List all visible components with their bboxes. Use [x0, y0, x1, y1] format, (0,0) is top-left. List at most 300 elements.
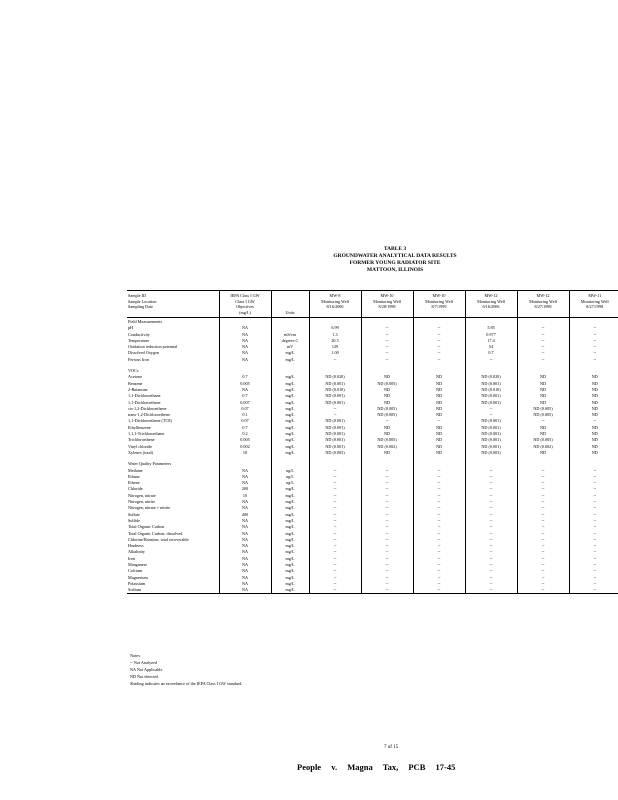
analyte-name: Sodium [127, 587, 219, 594]
result-value: -- [517, 581, 569, 587]
result-value: -- [517, 418, 569, 424]
footer-word: v. [331, 762, 338, 772]
result-value: -- [517, 499, 569, 505]
result-value: -- [465, 537, 517, 543]
unit-value: mg/L [271, 499, 309, 505]
analyte-name: trans-1,2-Dichloroethene [128, 412, 170, 418]
result-value: -- [569, 518, 618, 524]
analyte-name: Sulfide [128, 517, 141, 523]
result-value: -- [465, 406, 517, 412]
standard-value: NA [219, 480, 271, 486]
footer-word: PCB [408, 762, 426, 772]
result-value: ND (0.001) [465, 393, 517, 399]
result-value: ND [413, 425, 465, 431]
result-value: ND (0.001) [309, 381, 361, 387]
result-value: ND (0.001) [465, 425, 517, 431]
result-value: -- [517, 325, 569, 331]
result-value: -- [517, 493, 569, 499]
result-value: -- [361, 581, 413, 587]
result-value: -- [361, 357, 413, 363]
result-value: ND (0.001) [309, 393, 361, 399]
standard-value: 0.007 [219, 400, 271, 406]
result-value: -- [517, 575, 569, 581]
section-row [127, 318, 618, 326]
empty-cell [413, 367, 465, 374]
standard-value: NA [219, 332, 271, 338]
result-value: ND [361, 393, 413, 399]
header-well: MW-10 Monitoring Well 8/28/1998 [361, 291, 413, 318]
unit-value: mg/L [271, 505, 309, 511]
result-value: -- [465, 549, 517, 555]
result-value: -- [361, 505, 413, 511]
standard-value: NA [219, 524, 271, 530]
result-value: -- [569, 549, 618, 555]
page-number: 7 of 15 [384, 745, 399, 750]
case-footer [297, 762, 455, 772]
section-row [127, 367, 618, 374]
result-value: -- [361, 350, 413, 356]
unit-value: mg/L [271, 450, 309, 456]
result-value: ND (0.003) [309, 450, 361, 456]
result-value: -- [309, 543, 361, 549]
result-value: -- [361, 543, 413, 549]
analyte-name: Ferrous Iron [128, 356, 149, 362]
unit-value: mg/L [271, 400, 309, 406]
unit-value: mg/L [271, 381, 309, 387]
result-value: -- [465, 480, 517, 486]
result-value: ND (0.020) [309, 374, 361, 380]
standard-value: NA [219, 537, 271, 543]
result-value: -- [413, 325, 465, 331]
result-value: -- [309, 568, 361, 574]
standard-value: 0.002 [219, 444, 271, 450]
result-value: -- [569, 344, 618, 350]
result-value: ND (0.002) [361, 444, 413, 450]
header-units: Units [271, 291, 309, 318]
result-value: -- [413, 575, 465, 581]
result-value: -- [309, 474, 361, 480]
result-value: ND (0.001) [309, 431, 361, 437]
result-value: -- [517, 537, 569, 543]
result-value: 0.977 [465, 332, 517, 338]
unit-value: ug/L [271, 468, 309, 474]
notes-heading: Notes: [130, 653, 141, 658]
standard-value: 0.005 [219, 381, 271, 387]
footer-word: 17-45 [435, 762, 456, 772]
unit-value: mg/L [271, 425, 309, 431]
result-value: -- [413, 344, 465, 350]
result-value: -- [413, 493, 465, 499]
result-value: -- [517, 524, 569, 530]
result-value: -- [413, 512, 465, 518]
result-value: -- [465, 518, 517, 524]
result-value: -- [517, 556, 569, 562]
result-value: -- [309, 406, 361, 412]
result-value: -- [569, 575, 618, 581]
header-description: Sample ID Sample Location Sampling Date [127, 291, 219, 318]
result-value: -- [517, 512, 569, 518]
result-value: -- [569, 474, 618, 480]
result-value: -- [413, 537, 465, 543]
result-value: -- [517, 518, 569, 524]
result-value: -- [517, 568, 569, 574]
result-value: -- [517, 549, 569, 555]
result-value: -- [465, 568, 517, 574]
analyte-name: Chloride [128, 486, 143, 492]
result-value: -- [361, 474, 413, 480]
result-value: -- [309, 505, 361, 511]
standard-value: NA [219, 543, 271, 549]
result-value: -- [517, 543, 569, 549]
result-value: -- [413, 474, 465, 480]
result-value: ND [361, 450, 413, 456]
empty-cell [361, 318, 413, 326]
result-value: -- [309, 531, 361, 537]
result-value: -- [569, 524, 618, 530]
analyte-name: Ethene [128, 480, 140, 486]
result-value: ND (0.005) [361, 437, 413, 443]
empty-cell [309, 460, 361, 467]
empty-cell [271, 318, 309, 326]
result-value: -- [413, 524, 465, 530]
standard-value: NA [219, 505, 271, 511]
result-value: -- [413, 505, 465, 511]
result-value: ND [413, 387, 465, 393]
footer-word: Tax, [382, 762, 399, 772]
result-value: ND [517, 450, 569, 456]
empty-cell [361, 367, 413, 374]
footer-word: Magna [347, 762, 373, 772]
result-value: -- [309, 581, 361, 587]
result-value: -- [309, 562, 361, 568]
result-value: -- [569, 418, 618, 424]
result-value: -- [569, 568, 618, 574]
result-value: -- [361, 480, 413, 486]
table-notes [130, 652, 430, 687]
result-value: -- [361, 486, 413, 492]
standard-value: NA [219, 338, 271, 344]
result-value: 5.85 [465, 325, 517, 331]
unit-value: mg/L [271, 374, 309, 380]
analyte-name: cis-1,2-Dichloroethene [128, 405, 167, 411]
section-label: Field Measurements [128, 319, 163, 324]
result-value: -- [465, 357, 517, 363]
result-value: -- [569, 587, 618, 594]
result-value: -- [413, 480, 465, 486]
result-value: -- [413, 518, 465, 524]
analyte-name: Vinyl chloride [128, 443, 153, 449]
result-value: -- [413, 499, 465, 505]
standard-value: NA [219, 587, 271, 594]
unit-value: mg/L [271, 493, 309, 499]
result-value: ND [569, 437, 618, 443]
result-value: -- [569, 562, 618, 568]
analyte-name: Benzene [128, 380, 143, 386]
result-value: ND [569, 431, 618, 437]
result-value: -- [413, 418, 465, 424]
unit-value: mg/L [271, 568, 309, 574]
analyte-name: pH [128, 325, 134, 331]
result-value: -- [309, 486, 361, 492]
analyte-name: Iron [128, 555, 135, 561]
result-value: ND [413, 437, 465, 443]
section-row [127, 460, 618, 467]
result-value: -- [361, 518, 413, 524]
unit-value: mg/L [271, 581, 309, 587]
unit-value: mg/L [271, 518, 309, 524]
result-value: -- [309, 412, 361, 418]
result-value: -- [361, 468, 413, 474]
empty-cell [309, 367, 361, 374]
result-value: -- [517, 344, 569, 350]
section-label: VOCs [128, 368, 139, 374]
result-value: ND (0.001) [309, 425, 361, 431]
empty-cell [271, 460, 309, 467]
result-value: -- [309, 537, 361, 543]
result-value: -- [361, 338, 413, 344]
result-value: -- [361, 549, 413, 555]
standard-value: NA [219, 325, 271, 331]
result-value: -- [569, 537, 618, 543]
result-value: ND (0.001) [309, 437, 361, 443]
standard-value: 0.07 [219, 418, 271, 424]
empty-cell [569, 460, 618, 467]
result-value: ND [413, 431, 465, 437]
result-value: -- [517, 468, 569, 474]
result-value: -- [413, 581, 465, 587]
result-value: -- [569, 493, 618, 499]
result-value: -- [569, 480, 618, 486]
unit-value: mg/L [271, 543, 309, 549]
result-value: -- [569, 350, 618, 356]
result-value: -- [309, 556, 361, 562]
result-value: -- [465, 581, 517, 587]
result-value: -- [569, 531, 618, 537]
result-value: -- [361, 537, 413, 543]
result-value: ND [413, 374, 465, 380]
standard-value: NA [219, 387, 271, 393]
standard-value: NA [219, 549, 271, 555]
result-value: ND (0.001) [465, 400, 517, 406]
footer-word: People [297, 762, 322, 772]
result-value: -- [517, 486, 569, 492]
standard-value: 0.1 [219, 412, 271, 418]
empty-cell [219, 460, 271, 467]
result-value: ND [517, 387, 569, 393]
header-well: MW-11 Monitoring Well 8/27/1998 [569, 291, 618, 318]
table-header-row [127, 291, 618, 318]
standard-value: 0.7 [219, 425, 271, 431]
result-value: -- [361, 493, 413, 499]
result-value: ND [569, 374, 618, 380]
empty-cell [361, 460, 413, 467]
unit-value: degrees C [271, 338, 309, 344]
standard-value: NA [219, 575, 271, 581]
result-value: -- [309, 524, 361, 530]
result-value: -- [465, 531, 517, 537]
result-value: -- [309, 480, 361, 486]
unit-value: mg/L [271, 531, 309, 537]
analyte-name: Total Organic Carbon [128, 524, 165, 530]
analyte-name: Acetone [128, 374, 142, 380]
section-label: Water Quality Parameters [128, 461, 172, 467]
result-value: ND (0.001) [465, 431, 517, 437]
unit-value: mg/L [271, 556, 309, 562]
result-value: -- [569, 505, 618, 511]
result-value: -- [569, 581, 618, 587]
unit-value: mg/L [271, 393, 309, 399]
standard-value: NA [219, 562, 271, 568]
result-value: -- [465, 524, 517, 530]
result-value: ND [361, 387, 413, 393]
unit-value: mg/L [271, 444, 309, 450]
result-value: -- [517, 332, 569, 338]
analyte-name: Manganese [128, 561, 148, 567]
result-value: -- [361, 332, 413, 338]
site-name: FORMER YOUNG RADIATOR SITE [349, 260, 441, 266]
unit-value: ug/L [271, 480, 309, 486]
empty-cell [219, 318, 271, 326]
result-value: -- [309, 518, 361, 524]
result-value: ND (0.001) [465, 444, 517, 450]
unit-value: mg/L [271, 486, 309, 492]
result-value: 20.5 [309, 338, 361, 344]
empty-cell [465, 318, 517, 326]
result-value: -- [569, 486, 618, 492]
result-value: -- [413, 338, 465, 344]
standard-value: NA [219, 581, 271, 587]
result-value: ND (0.005) [517, 406, 569, 412]
result-value: -- [517, 587, 569, 594]
analyte-name: Ethane [128, 473, 140, 479]
result-value: ND [413, 406, 465, 412]
result-value: ND (0.010) [465, 387, 517, 393]
empty-cell [517, 318, 569, 326]
result-value: ND [569, 406, 618, 412]
header-well: MW-8 Monitoring Well 8/16/2006 [309, 291, 361, 318]
result-value: -- [569, 468, 618, 474]
result-value: ND [569, 444, 618, 450]
analyte-name: Nitrogen, nitrate [128, 492, 156, 498]
result-value: ND (0.001) [465, 381, 517, 387]
result-value: 1.00 [309, 350, 361, 356]
result-value: -- [569, 357, 618, 363]
result-value: ND [413, 444, 465, 450]
standard-value: NA [219, 468, 271, 474]
standard-value: NA [219, 568, 271, 574]
result-value: -- [465, 468, 517, 474]
standard-value: NA [219, 350, 271, 356]
result-value: -- [569, 325, 618, 331]
unit-value: mg/L [271, 537, 309, 543]
unit-value: mg/L [271, 431, 309, 437]
result-value: ND [517, 400, 569, 406]
result-value: -- [465, 587, 517, 594]
unit-value: mS/cm [271, 332, 309, 338]
result-value: ND [517, 381, 569, 387]
result-value: -- [361, 418, 413, 424]
analyte-name: 1,1-Dichloroethene [128, 399, 161, 405]
unit-value: mg/L [271, 512, 309, 518]
unit-value: mg/L [271, 406, 309, 412]
result-value: -- [361, 344, 413, 350]
standard-value: NA [219, 518, 271, 524]
result-value: -- [413, 486, 465, 492]
result-value: -- [465, 562, 517, 568]
result-value: ND [517, 393, 569, 399]
empty-cell [413, 318, 465, 326]
empty-cell [517, 460, 569, 467]
result-value: -- [569, 499, 618, 505]
result-value: -- [465, 412, 517, 418]
result-value: -- [309, 512, 361, 518]
result-value: -- [413, 587, 465, 594]
result-value: ND [361, 431, 413, 437]
result-value: 1.3 [309, 332, 361, 338]
analyte-name: 2-Butanone [128, 386, 148, 392]
analyte-name: Methane [128, 467, 143, 473]
result-value: ND (0.010) [309, 387, 361, 393]
result-value: -- [413, 332, 465, 338]
unit-value: mg/L [271, 562, 309, 568]
result-value: -- [309, 549, 361, 555]
analyte-name: Total Organic Carbon, dissolved [128, 530, 183, 536]
standard-value: 0.005 [219, 437, 271, 443]
standard-value: NA [219, 344, 271, 350]
standard-value: 0.7 [219, 374, 271, 380]
result-value: -- [517, 562, 569, 568]
result-value: ND [569, 412, 618, 418]
result-value: ND [361, 425, 413, 431]
result-value: -- [309, 587, 361, 594]
result-value: ND [517, 374, 569, 380]
result-value: ND (0.005) [517, 437, 569, 443]
analyte-name: 1,1-Dichloroethene (TCE) [128, 418, 173, 424]
result-value: -- [413, 556, 465, 562]
standard-value: NA [219, 474, 271, 480]
table-label: TABLE 3 [383, 246, 407, 252]
table-title-block [300, 246, 490, 274]
analyte-name: Conductivity [128, 331, 150, 337]
unit-value: mg/L [271, 350, 309, 356]
analyte-name: Nitrogen, nitrite [128, 499, 155, 505]
result-value: ND (0.001) [309, 418, 361, 424]
standard-value: NA [219, 357, 271, 363]
result-value: -- [413, 468, 465, 474]
result-value: -- [361, 512, 413, 518]
table-body [127, 318, 618, 594]
result-value: ND (0.005) [361, 381, 413, 387]
result-value: -- [569, 543, 618, 549]
result-value: -- [517, 338, 569, 344]
standard-value: NA [219, 531, 271, 537]
analyte-name: Alkalinity [128, 549, 145, 555]
result-value: ND (0.005) [361, 406, 413, 412]
empty-cell [309, 318, 361, 326]
unit-value: mg/L [271, 549, 309, 555]
result-value: ND [517, 425, 569, 431]
result-value: -- [465, 512, 517, 518]
result-value: 6.99 [309, 325, 361, 331]
result-value: -- [309, 493, 361, 499]
note-item: -- Not Analyzed [130, 660, 157, 665]
unit-value: mg/L [271, 524, 309, 530]
result-value: ND [413, 400, 465, 406]
unit-value: mg/L [271, 575, 309, 581]
analyte-name: Trichloroethene [128, 437, 155, 443]
empty-cell [517, 367, 569, 374]
standard-value: 0.7 [219, 393, 271, 399]
